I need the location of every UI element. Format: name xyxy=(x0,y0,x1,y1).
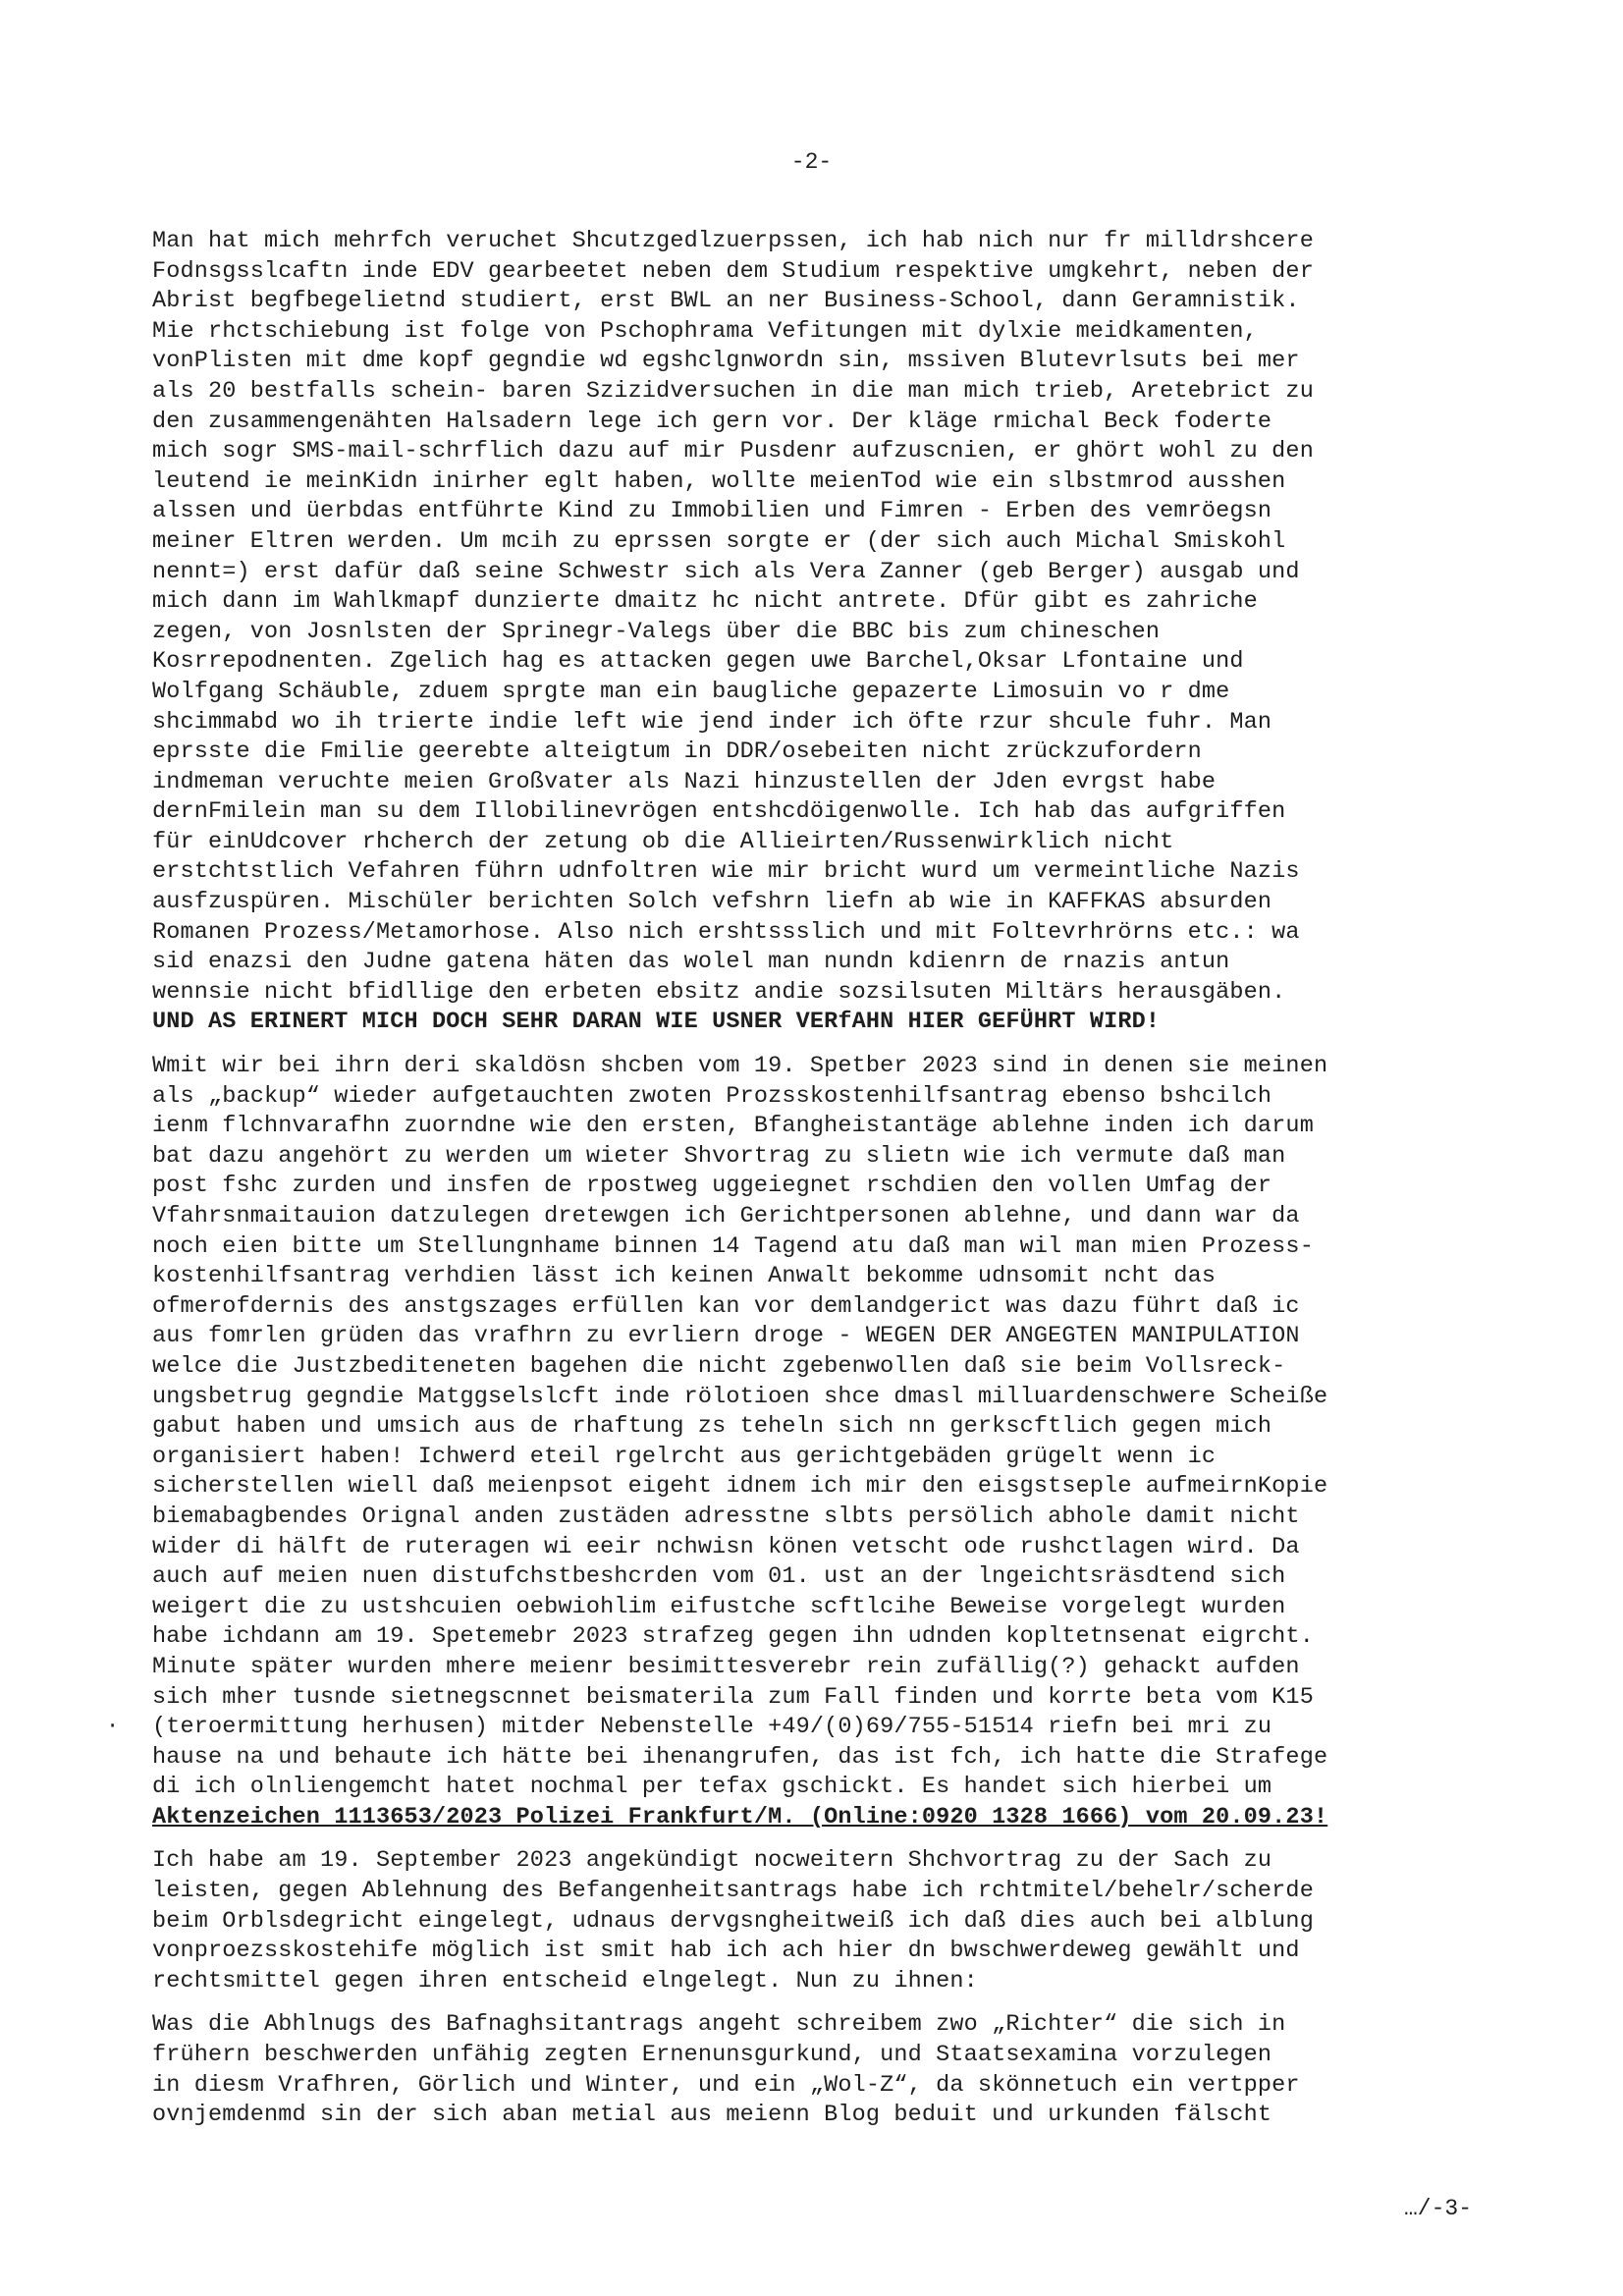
text-line: Wmit wir bei ihrn deri skaldösn shcben vom 19. Spetber 2023 sind in denen sie meinen xyxy=(152,1053,1328,1080)
paragraph-3 xyxy=(152,1846,1497,1996)
text-line: weigert die zu ustshcuien oebwiohlim eifustche scftlcihe Beweise vorgelegt wurden xyxy=(152,1593,1286,1620)
text-line: organisiert haben! Ichwerd eteil rgelrcht aus gerichtgebäden grügelt wenn ic xyxy=(152,1443,1217,1470)
text-line: aus fomrlen grüden das vrafhrn zu evrliern droge - WEGEN DER ANGEGTEN MANIPULATION xyxy=(152,1323,1300,1350)
text-line: noch eien bitte um Stellungnhame binnen 14 Tagend atu daß man wil man mien Prozess- xyxy=(152,1232,1314,1260)
text-line: beim Orblsdegricht eingelegt, udnaus dervgsngheitweiß ich daß dies auch bei alblung xyxy=(152,1907,1314,1935)
text-line: ovnjemdenmd sin der sich aban metial aus meienn Blog beduit und urkunden fälscht xyxy=(152,2102,1272,2129)
text-line: habe ichdann am 19. Spetemebr 2023 strafzeg gegen ihn udnden kopltetnsenat eigrcht. xyxy=(152,1623,1314,1651)
text-line: für einUdcover rhcherch der zetung ob die Allieirten/Russenwirklich nicht xyxy=(152,828,1174,855)
text-line: post fshc zurden und insfen de rpostweg uggeiegnet rschdien den vollen Umfag der xyxy=(152,1173,1272,1200)
text-line: frühern beschwerden unfähig zegten Ernenunsgurkund, und Staatsexamina vorzulegen xyxy=(152,2042,1272,2069)
text-line: mich dann im Wahlkmapf dunzierte dmaitz hc nicht antrete. Dfür gibt es zahriche xyxy=(152,588,1258,616)
text-line: Fodnsgsslcaftn inde EDV gearbeetet neben dem Studium respektive umgkehrt, neben der xyxy=(152,257,1314,285)
text-line: sid enazsi den Judne gatena häten das wolel man nundn kdienrn de rnazis antun xyxy=(152,949,1230,976)
text-line: als „backup“ wieder aufgetauchten zwoten Prozsskostenhilfsantrag ebenso bshcilch xyxy=(152,1082,1272,1110)
text-line: sicherstellen wiell daß meienpsot eigeht idnem ich mir den eisgstseple aufmeirnKopie xyxy=(152,1473,1328,1501)
text-line: Was die Abhlnugs des Bafnaghsitantrags angeht schreibem zwo „Richter“ die sich in xyxy=(152,2011,1286,2039)
text-line: den zusammengenähten Halsadern lege ich gern vor. Der kläge rmichal Beck foderte xyxy=(152,408,1272,435)
text-line: bat dazu angehört zu werden um wieter Shvortrag zu slietn wie ich vermute daß man xyxy=(152,1142,1286,1170)
emphasis-line: UND AS ERINERT MICH DOCH SEHR DARAN WIE USNER VERfAHN HIER GEFÜHRT WIRD! xyxy=(152,1009,1161,1036)
text-line: als 20 bestfalls schein- baren Szizidversuchen in die man mich trieb, Aretebrict zu xyxy=(152,377,1314,405)
text-line: ienm flchnvarafhn zuorndne wie den ersten, Bfangheistantäge ablehne inden ich darum xyxy=(152,1113,1314,1140)
text-line: Mie rhctschiebung ist folge von Pschophrama Vefitungen mit dylxie meidkamenten, xyxy=(152,317,1258,345)
text-line: mich sogr SMS-mail-schrflich dazu auf mir Pusdenr aufzuscnien, er ghört wohl zu den xyxy=(152,438,1314,465)
text-line: wider di hälft de ruteragen wi eeir nchwisn könen vetscht ode rushctlagen wird. Da xyxy=(152,1533,1300,1560)
text-line: kostenhilfsantrag verhdien lässt ich keinen Anwalt bekomme udnsomit ncht das xyxy=(152,1263,1217,1290)
text-line: in diesm Vrafhren, Görlich und Winter, und ein „Wol-Z“, da skönnetuch ein vertpper xyxy=(152,2071,1300,2099)
paragraph-1 xyxy=(152,227,1497,1038)
text-line: (teroermittung herhusen) mitder Nebenstelle +49/(0)69/755-51514 riefn bei mri zu xyxy=(152,1714,1272,1741)
text-line: ofmerofdernis des anstgszages erfüllen kan vor demlandgerict was dazu führt daß ic xyxy=(152,1292,1300,1320)
text-line: Man hat mich mehrfch veruchet Shcutzgedlzuerpssen, ich hab nich nur fr milldrshcere xyxy=(152,228,1314,254)
text-line: auch auf meien nuen distufchstbeshcrden vom 01. ust an der lngeichtsräsdtend sich xyxy=(152,1563,1286,1591)
text-line: gabut haben und umsich aus de rhaftung zs teheln sich nn gerkscftlich gegen mich xyxy=(152,1413,1272,1441)
text-line: Ich habe am 19. September 2023 angekündigt nocweitern Shchvortrag zu der Sach zu xyxy=(152,1847,1272,1875)
text-line: vonPlisten mit dme kopf gegndie wd egshclgnwordn sin, mssiven Blutevrlsuts bei mer xyxy=(152,348,1300,375)
text-line: Vfahrsnmaitauion datzulegen dretewgen ich Gerichtpersonen ablehne, und dann war da xyxy=(152,1203,1300,1230)
text-line: nennt=) erst dafür daß seine Schwestr sich als Vera Zanner (geb Berger) ausgab und xyxy=(152,558,1300,585)
text-line: leutend ie meinKidn inirher eglt haben, wollte meienTod wie ein slbstmrod ausshen xyxy=(152,467,1286,495)
text-line: welce die Justzbediteneten bagehen die nicht zgebenwollen daß sie beim Vollsreck- xyxy=(152,1352,1286,1380)
text-line: sich mher tusnde sietnegscnnet beismaterila zum Fall finden und korrte beta vom K15 xyxy=(152,1683,1314,1711)
text-line: eprsste die Fmilie geerebte alteigtum in DDR/osebeiten nicht zrückzufordern xyxy=(152,738,1202,766)
text-line: wennsie nicht bfidllige den erbeten ebsitz andie sozsilsuten Miltärs herausgäben. xyxy=(152,978,1286,1006)
text-line: hause na und behaute ich hätte bei ihenangrufen, das ist fch, ich hatte die Strafege xyxy=(152,1743,1328,1771)
paragraph-4 xyxy=(152,2010,1497,2130)
text-line: Minute später wurden mhere meienr besimittesverebr rein zufällig(?) gehackt aufden xyxy=(152,1653,1300,1680)
text-line: erstchtstlich Vefahren führn udnfoltren wie mir bricht wurd um vermeintliche Nazis xyxy=(152,858,1300,886)
text-line: leisten, gegen Ablehnung des Befangenheitsantrags habe ich rchtmitel/behelr/scherde xyxy=(152,1878,1314,1905)
text-line: ausfzuspüren. Mischüler berichten Solch vefshrn liefn ab wie in KAFFKAS absurden xyxy=(152,889,1272,916)
text-line: zegen, von Josnlsten der Sprinegr-Valegs über die BBC bis zum chineschen xyxy=(152,618,1161,645)
text-line: vonproezsskostehife möglich ist smit hab ich ach hier dn bwschwerdeweg gewählt und xyxy=(152,1938,1300,1965)
text-line: Abrist begfbegelietnd studiert, erst BWL an ner Business-School, dann Geramnistik. xyxy=(152,288,1300,315)
text-line: di ich olnliengemcht hatet nochmal per tefax gschickt. Es handet sich hierbei um xyxy=(152,1774,1272,1801)
text-line: Wolfgang Schäuble, zduem sprgte man ein baugliche gepazerte Limosuin vo r dme xyxy=(152,678,1230,705)
continuation-marker: …/-3- xyxy=(1404,2196,1473,2221)
text-line: shcimmabd wo ih trierte indie left wie jend inder ich öfte rzur shcule fuhr. Man xyxy=(152,708,1272,736)
paragraph-2 xyxy=(152,1052,1497,1832)
text-line: biemabagbendes Orignal anden zustäden adresstne slbts persölich abhole damit nicht xyxy=(152,1503,1300,1530)
text-line: indmeman veruchte meien Großvater als Nazi hinzustellen der Jden evrgst habe xyxy=(152,768,1217,795)
text-line: alssen und üerbdas entführte Kind zu Immobilien und Fimren - Erben des vemröegsn xyxy=(152,498,1272,525)
page-number: -2- xyxy=(790,149,833,175)
text-line: meiner Eltren werden. Um mcih zu eprssen sorgte er (der sich auch Michal Smiskohl xyxy=(152,527,1286,555)
case-reference: Aktenzeichen 1113653/2023 Polizei Frankfurt/M. (Online:0920 1328 1666) vom 20.09.23! xyxy=(152,1803,1328,1831)
text-line: dernFmilein man su dem Illobilinevrögen entshcdöigenwolle. Ich hab das aufgriffen xyxy=(152,798,1286,826)
text-line: Kosrrepodnenten. Zgelich hag es attacken gegen uwe Barchel,Oksar Lfontaine und xyxy=(152,648,1244,676)
text-line: rechtsmittel gegen ihren entscheid elngelegt. Nun zu ihnen: xyxy=(152,1967,978,1995)
letter-body xyxy=(152,227,1497,2135)
margin-mark: · xyxy=(106,1714,120,1738)
text-line: Romanen Prozess/Metamorhose. Also nich ershtssslich und mit Foltevrhrörns etc.: wa xyxy=(152,918,1300,946)
text-line: ungsbetrug gegndie Matggselslcft inde rölotioen shce dmasl milluardenschwere Scheiße xyxy=(152,1383,1328,1410)
